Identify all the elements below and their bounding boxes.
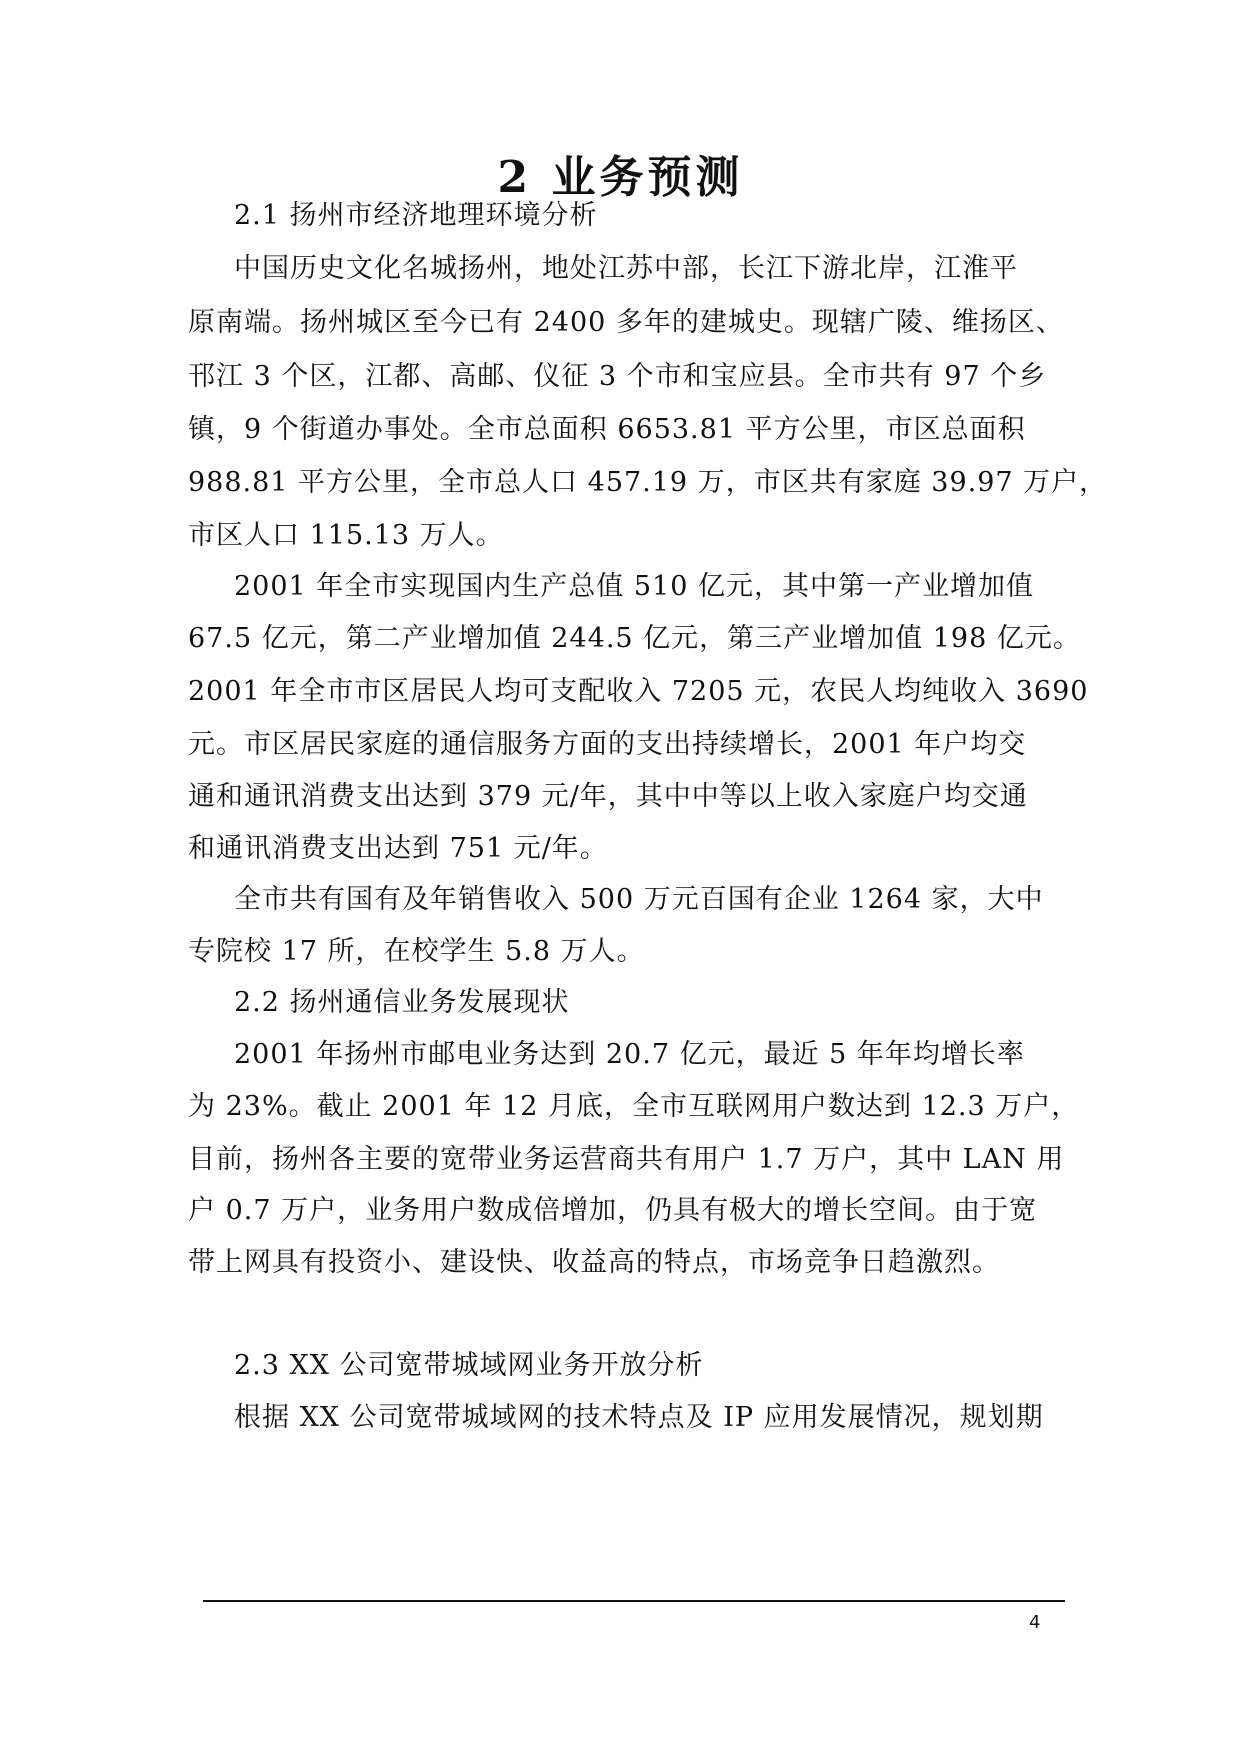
paragraph-line: 全市共有国有及年销售收入 500 万元百国有企业 1264 家，大中 [234,884,1044,915]
paragraph-line: 2001 年扬州市邮电业务达到 20.7 亿元，最近 5 年年均增长率 [234,1039,1025,1070]
section-heading-2-1: 2.1 扬州市经济地理环境分析 [234,200,598,231]
paragraph-line: 为 23%。截止 2001 年 12 月底，全市互联网用户数达到 12.3 万户， [188,1091,1080,1122]
paragraph-line: 根据 XX 公司宽带城域网的技术特点及 IP 应用发展情况，规划期 [234,1402,1044,1433]
paragraph-line: 2001 年全市市区居民人均可支配收入 7205 元，农民人均纯收入 3690 [188,676,1089,707]
paragraph-line: 原南端。扬州城区至今已有 2400 多年的建城史。现辖广陵、维扬区、 [188,307,1064,338]
paragraph-line: 邗江 3 个区，江都、高邮、仪征 3 个市和宝应县。全市共有 97 个乡 [188,361,1047,392]
paragraph-line: 户 0.7 万户，业务用户数成倍增加，仍具有极大的增长空间。由于宽 [188,1195,1038,1226]
paragraph-line: 目前，扬州各主要的宽带业务运营商共有用户 1.7 万户，其中 LAN 用 [188,1144,1065,1175]
paragraph-line: 市区人口 115.13 万人。 [188,520,504,551]
paragraph-line: 中国历史文化名城扬州，地处江苏中部，长江下游北岸，江淮平 [234,253,1018,284]
footer-rule [203,1600,1065,1602]
paragraph-line: 专院校 17 所，在校学生 5.8 万人。 [188,936,645,967]
paragraph-line: 67.5 亿元，第二产业增加值 244.5 亿元，第三产业增加值 198 亿元。 [188,623,1081,654]
page-number: 4 [1029,1612,1041,1633]
paragraph-line: 988.81 平方公里，全市总人口 457.19 万，市区共有家庭 39.97 万户， [188,467,1108,498]
paragraph-line: 2001 年全市实现国内生产总值 510 亿元，其中第一产业增加值 [234,571,1034,602]
paragraph-line: 镇，9 个街道办事处。全市总面积 6653.81 平方公里，市区总面积 [188,414,1026,445]
section-heading-2-2: 2.2 扬州通信业务发展现状 [234,987,570,1018]
section-heading-2-3: 2.3 XX 公司宽带城域网业务开放分析 [234,1350,704,1381]
paragraph-line: 元。市区居民家庭的通信服务方面的支出持续增长，2001 年户均交 [188,729,1027,760]
paragraph-line: 带上网具有投资小、建设快、收益高的特点，市场竞争日趋激烈。 [188,1247,1000,1278]
chapter-title: 2 业务预测 [497,152,744,203]
paragraph-line: 通和通讯消费支出达到 379 元/年，其中中等以上收入家庭户均交通 [188,781,1028,812]
paragraph-line: 和通讯消费支出达到 751 元/年。 [188,833,608,864]
